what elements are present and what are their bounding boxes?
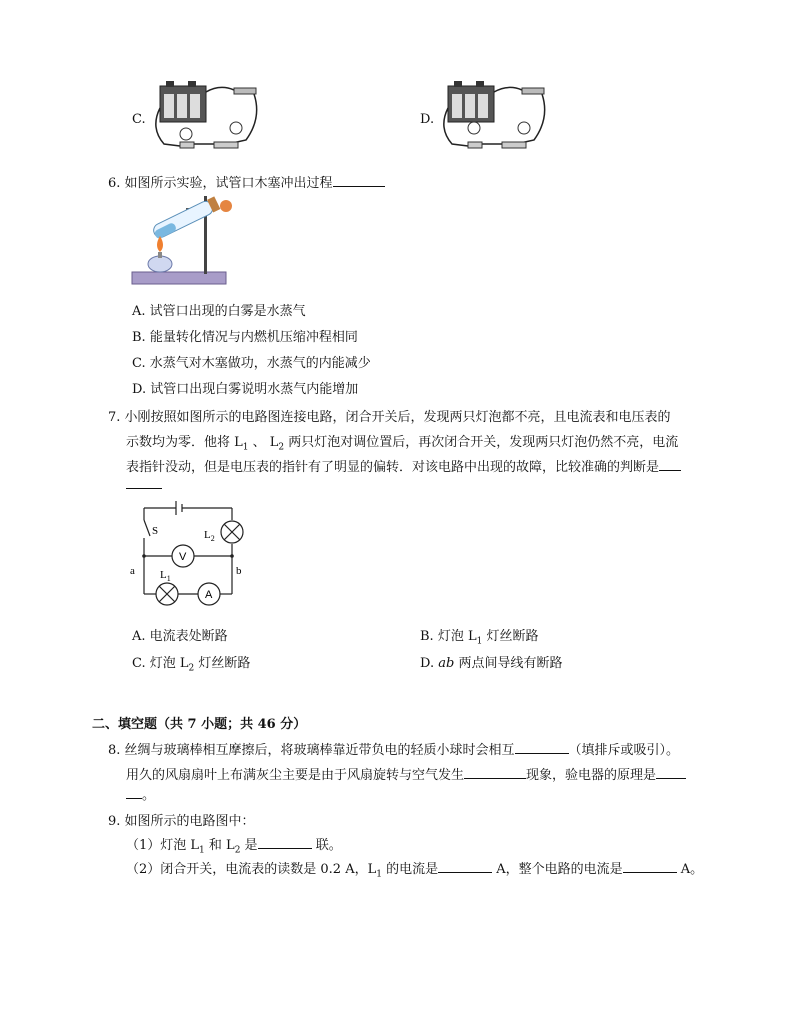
q7-option-b-post: 灯丝断路 (482, 629, 539, 644)
q9-stem: 9. 如图所示的电路图中： (108, 814, 255, 829)
q8-blank-2[interactable] (464, 766, 526, 779)
q9-p2-pre: （2）闭合开关，电流表的读数是 0.2 A，L (126, 862, 377, 877)
q7-line2-post: 两只灯泡对调位置后，再次闭合开关，发现两只灯泡仍然不亮，电流 (284, 435, 679, 450)
q6-option-a[interactable]: A. 试管口出现的白雾是水蒸气 (132, 304, 306, 319)
q7-circuit-l1-label: $L_1$ (160, 569, 171, 583)
q5-option-d-label: D. (420, 112, 435, 127)
q7-option-a[interactable]: A. 电流表处断路 (132, 629, 228, 644)
q7-circuit-voltmeter-label: V (179, 551, 187, 563)
q9-p1-pre: （1）灯泡 L (126, 838, 200, 853)
q6-test-tube-apparatus-image (130, 192, 234, 288)
q9-p1-sub2: 2 (234, 845, 241, 856)
q7-option-c[interactable] (132, 652, 250, 674)
q7-circuit-point-b: b (236, 565, 242, 577)
q9-blank-1[interactable] (258, 836, 312, 849)
q6-stem-text: 6. 如图所示实验，试管口木塞冲出过程 (108, 176, 333, 191)
q8-blank-1[interactable] (515, 741, 569, 754)
q9-p1-mid2: 是 (240, 838, 258, 853)
q9-blank-3[interactable] (623, 860, 677, 873)
q7-option-c-post: 灯丝断路 (194, 656, 251, 671)
q7-option-c-pre: C. 灯泡 L (132, 656, 189, 671)
q6-option-d[interactable]: D. 试管口出现白雾说明水蒸气内能增加 (132, 382, 359, 397)
q7-line2-mid: 、 L (248, 435, 279, 450)
q9-blank-2[interactable] (438, 860, 492, 873)
q9-part2 (126, 858, 703, 880)
q9-part1 (126, 834, 342, 856)
q8-line1-pre: 8. 丝绸与玻璃棒相互摩擦后，将玻璃棒靠近带负电的轻质小球时会相互 (108, 743, 515, 758)
q9-p2-mid2: A，整个电路的电流是 (492, 862, 623, 877)
q7-circuit-l2-label: $L_2$ (204, 529, 215, 543)
q6-option-c[interactable]: C. 水蒸气对木塞做功，水蒸气的内能减少 (132, 356, 371, 371)
q7-stem-line3 (126, 456, 681, 475)
q7-stem-line2 (126, 431, 678, 453)
q9-p2-sub: 1 (376, 869, 382, 880)
q8-blank-3b[interactable] (126, 786, 142, 799)
q9-p2-post: A。 (676, 862, 704, 877)
q7-circuit-point-a: a (130, 565, 135, 577)
q8-line2-mid: 现象，验电器的原理是 (526, 768, 657, 783)
q7-option-d-post: 两点间导线有断路 (454, 656, 563, 671)
section-2-heading: 二、填空题（共 7 小题；共 46 分） (92, 717, 307, 732)
q7-circuit-ammeter-label: A (205, 589, 213, 601)
q5-option-d-circuit-image (438, 78, 558, 158)
q7-option-b[interactable] (420, 625, 538, 647)
q7-circuit-diagram (128, 498, 246, 610)
q8-line1-post: （填排斥或吸引）。 (568, 743, 680, 758)
q8-line3-post: 。 (142, 788, 156, 803)
q8-blank-3a[interactable] (656, 766, 686, 779)
q9-p1-post: 联。 (311, 838, 342, 853)
q8-line2 (126, 764, 686, 783)
q6-answer-blank[interactable] (333, 174, 385, 187)
q7-option-d-pre: D. (420, 656, 439, 671)
q7-line2-sub1: 1 (242, 442, 249, 453)
q7-line3-text: 表指针没动，但是电压表的指针有了明显的偏转．对该电路中出现的故障，比较准确的判断是 (126, 460, 660, 475)
q7-option-d-ab: ab (438, 656, 455, 671)
q6-option-b[interactable]: B. 能量转化情况与内燃机压缩冲程相同 (132, 330, 358, 345)
q7-stem-line1: 7. 小刚按照如图所示的电路图连接电路，闭合开关后，发现两只灯泡都不亮，且电流表和电压表的 (108, 410, 671, 425)
q9-p1-mid: 和 L (204, 838, 235, 853)
q7-circuit-switch-label: S (152, 525, 159, 537)
q7-answer-blank-a[interactable] (659, 458, 681, 471)
q7-option-b-sub: 1 (476, 636, 483, 647)
q8-line1 (108, 739, 679, 758)
q8-line3 (126, 784, 155, 803)
q7-option-d[interactable] (420, 652, 562, 671)
q5-option-c-circuit-image (150, 78, 270, 158)
q7-line2-sub2: 2 (278, 442, 285, 453)
q7-option-c-sub: 2 (188, 663, 195, 674)
q9-p1-sub1: 1 (199, 845, 205, 856)
q5-option-c-label: C. (132, 112, 146, 127)
q7-answer-blank-b[interactable] (126, 478, 162, 489)
q7-option-b-pre: B. 灯泡 L (420, 629, 477, 644)
q8-line2-pre: 用久的风扇扇叶上布满灰尘主要是由于风扇旋转与空气发生 (126, 768, 465, 783)
q9-p2-mid: 的电流是 (381, 862, 439, 877)
q7-line2-pre: 示数均为零．他将 L (126, 435, 243, 450)
q6-stem (108, 172, 385, 191)
